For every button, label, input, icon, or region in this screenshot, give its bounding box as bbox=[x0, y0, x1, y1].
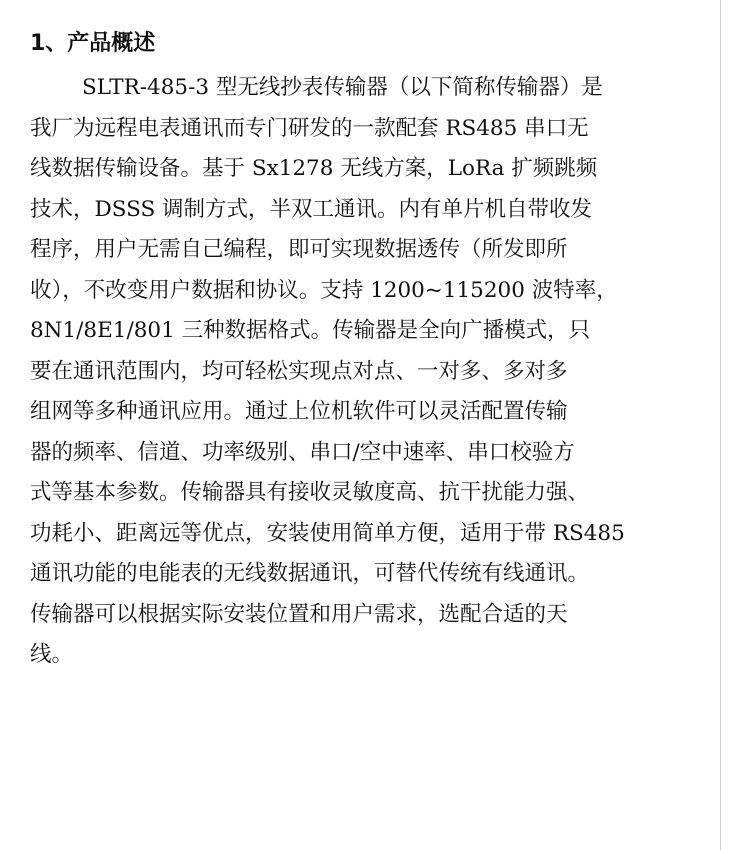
paragraph-line: 式等基本参数。传输器具有接收灵敏度高、抗干扰能力强、 bbox=[30, 480, 590, 505]
paragraph-line: 器的频率、信道、功率级别、串口/空中速率、串口校验方 bbox=[30, 439, 575, 465]
paragraph-line: 程序，用户无需自己编程，即可实现数据透传（所发即所 bbox=[30, 237, 568, 262]
paragraph-line: 组网等多种通讯应用。通过上位机软件可以灵活配置传输 bbox=[30, 399, 568, 424]
paragraph-line: 我厂为远程电表通讯而专门研发的一款配套 RS485 串口无 bbox=[30, 115, 589, 141]
paragraph-line: 8N1/8E1/801 三种数据格式。传输器是全向广播模式，只 bbox=[30, 318, 591, 343]
paragraph-line: 线数据传输设备。基于 Sx1278 无线方案，LoRa 扩频跳频 bbox=[30, 156, 598, 181]
page-edge-divider bbox=[720, 0, 721, 850]
paragraph-line: 线。 bbox=[30, 642, 74, 667]
paragraph-line: 要在通讯范围内，均可轻松实现点对点、一对多、多对多 bbox=[30, 358, 568, 384]
paragraph-line: 收），不改变用户数据和协议。支持 1200~115200 波特率， bbox=[30, 277, 618, 303]
paragraph-line: 传输器可以根据实际安装位置和用户需求，选配合适的天 bbox=[30, 601, 568, 627]
paragraph bbox=[30, 68, 690, 676]
section-heading: 1、产品概述 bbox=[30, 31, 156, 56]
paragraph-line: 技术，DSSS 调制方式，半双工通讯。内有单片机自带收发 bbox=[30, 196, 593, 222]
paragraph-line: 功耗小、距离远等优点，安装使用简单方便，适用于带 RS485 bbox=[30, 520, 625, 546]
paragraph-line: SLTR-485-3 型无线抄表传输器（以下简称传输器）是 bbox=[82, 75, 603, 100]
paragraph-line: 通讯功能的电能表的无线数据通讯，可替代传统有线通讯。 bbox=[30, 561, 590, 586]
